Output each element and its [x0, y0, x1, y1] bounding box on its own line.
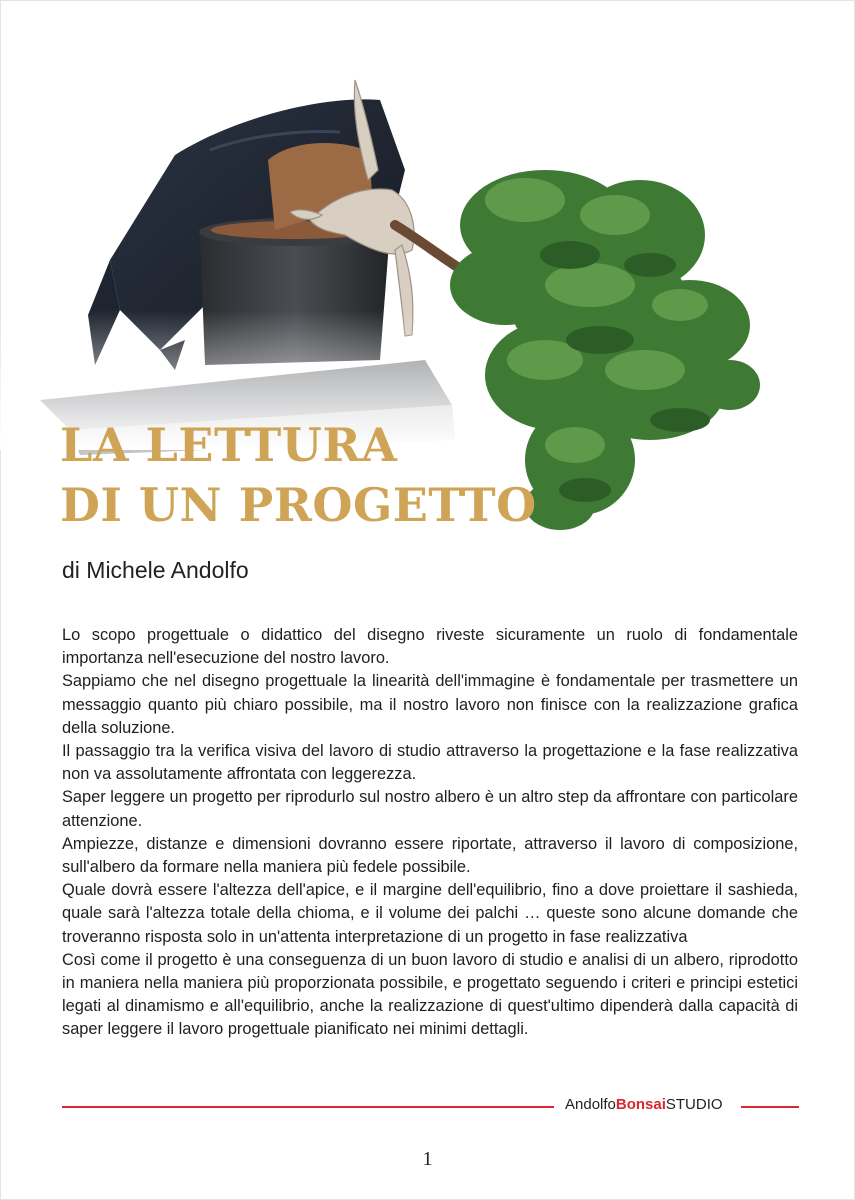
- paragraph: Lo scopo progettuale o didattico del disegno riveste sicuramente un ruolo di fondamentale importanza nell'esecuzione del nostro lavoro.: [62, 626, 798, 668]
- footer-rule-left: [62, 1106, 554, 1108]
- paragraph: Sappiamo che nel disegno progettuale la linearità dell'immagine è fondamentale per trasmettere un messaggio quanto più chiaro possibile, ma il nostro lavoro non finisce con la realizzazione grafica della soluzione.: [62, 672, 798, 737]
- brand-part-1: Andolfo: [565, 1096, 616, 1113]
- footer-brand: [565, 1096, 723, 1113]
- brand-part-3: STUDIO: [665, 1096, 723, 1113]
- paragraph: Il passaggio tra la verifica visiva del lavoro di studio attraverso la progettazione e la fase realizzativa non va assolutamente affrontata con leggerezza.: [62, 742, 798, 784]
- paragraph: Quale dovrà essere l'altezza dell'apice, e il margine dell'equilibrio, fino a dove proiettare il sashieda, quale sarà l'altezza totale della chioma, e il volume dei palchi … queste sono alcune domande che troveranno risposta solo in un'attenta interpretazione di un progetto in fase realizzativa: [62, 881, 798, 946]
- title-line-2: DI UN PROGETTO: [60, 478, 537, 532]
- article-body: [62, 624, 798, 1042]
- paragraph: Così come il progetto è una conseguenza di un buon lavoro di studio e analisi di un albero, riprodotto in maniera nella maniera più proporzionata possibile, e progettato seguendo i criteri e principi estetici legati al dinamismo e all'equilibrio, anche la realizzazione di quest'ultimo dipenderà dalla capacità di saper leggere il lavoro progettuale pianificato nei minimi dettagli.: [62, 950, 798, 1039]
- brand-part-2: Bonsai: [615, 1096, 666, 1113]
- paragraph: Ampiezze, distanze e dimensioni dovranno essere riportate, attraverso il lavoro di composizione, sull'albero da formare nella maniera più fedele possibile.: [62, 834, 798, 877]
- title-line-1: LA LETTURA: [60, 418, 398, 472]
- paragraph: Saper leggere un progetto per riprodurlo sul nostro albero è un altro step da affrontare con particolare attenzione.: [62, 788, 798, 830]
- footer-rule-right: [741, 1106, 799, 1108]
- article-title: [60, 415, 537, 535]
- byline: di Michele Andolfo: [62, 557, 249, 583]
- page-number: 1: [422, 1148, 433, 1170]
